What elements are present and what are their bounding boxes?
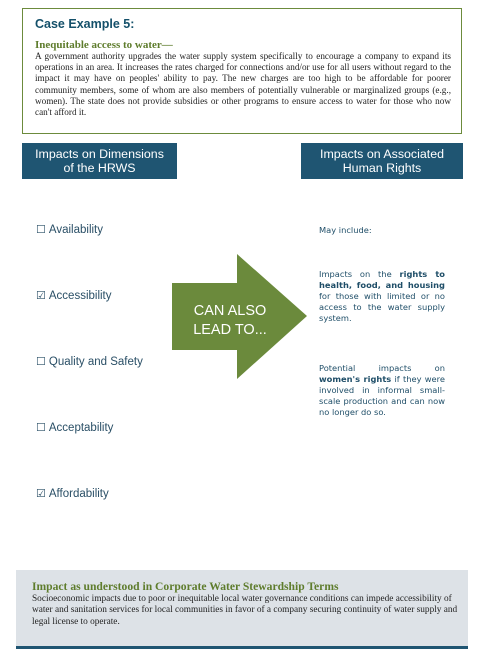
rights-p2-bold: women's rights <box>319 374 392 384</box>
dimension-quality-safety <box>36 355 143 368</box>
checkbox-icon: ☐ <box>36 224 46 236</box>
dimension-label: Accessibility <box>48 289 112 302</box>
rights-health-food-housing <box>319 269 445 324</box>
stewardship-title: Impact as understood in Corporate Water Stewardship Terms <box>32 580 339 593</box>
header-dimensions-line2: of the HRWS <box>63 161 136 175</box>
dimension-availability <box>36 223 103 236</box>
case-subtitle: Inequitable access to water— <box>35 39 173 51</box>
case-example-box <box>22 8 462 134</box>
arrow-label <box>178 302 282 340</box>
rights-intro: May include: <box>319 225 372 235</box>
arrow-label-line2: LEAD TO... <box>193 322 267 338</box>
case-body: A government authority upgrades the water supply system specifically to encourage a company to expand its operations in an area. It increases the rates charged for connections and/or use for all users without regard to the impact it may have on peoples' ability to pay. The new charges are too high to be affordable for poorer community members, some of whom are also members of potentially vulnerable or marginalized groups (e.g., women). The state does not provide subsidies or other programs to ensure access to water for those who now can't afford it. <box>35 51 451 118</box>
header-dimensions <box>22 143 177 179</box>
rights-p1-post: for those with limited or no access to the water supply system. <box>319 291 445 323</box>
checkbox-checked-icon: ☑ <box>36 488 46 500</box>
case-title: Case Example 5: <box>35 17 135 31</box>
header-human-rights <box>301 143 463 179</box>
rights-p1-pre: Impacts on the <box>319 269 400 279</box>
header-rights-line2: Human Rights <box>342 161 422 175</box>
rights-p2-pre: Potential impacts on <box>319 363 445 373</box>
rights-p1-bold: rights to health, food, and housing <box>319 269 445 290</box>
dimension-label: Acceptability <box>48 421 114 434</box>
stewardship-body: Socioeconomic impacts due to poor or inequitable local water governance conditions can impede accessibility of water and sanitation services for local communities in favor of a company securing continuity of water supply and legal license to operate. <box>32 594 458 627</box>
dimension-label: Quality and Safety <box>48 355 143 368</box>
dimension-acceptability <box>36 421 113 434</box>
dimension-accessibility <box>36 289 112 302</box>
bottom-divider <box>16 646 468 649</box>
dimension-affordability <box>36 487 109 500</box>
checkbox-icon: ☐ <box>36 422 46 434</box>
rights-p2-post: if they were involved in informal small-scale production and can now no longer do so. <box>319 374 445 417</box>
header-rights-line1: Impacts on Associated <box>320 147 444 161</box>
stewardship-box <box>16 570 468 646</box>
header-dimensions-line1: Impacts on Dimensions <box>35 147 164 161</box>
dimension-label: Affordability <box>48 487 109 500</box>
rights-womens-rights <box>319 363 445 418</box>
checkbox-icon: ☐ <box>36 356 46 368</box>
dimension-label: Availability <box>48 223 103 236</box>
arrow-label-line1: CAN ALSO <box>193 303 267 319</box>
checkbox-checked-icon: ☑ <box>36 290 46 302</box>
